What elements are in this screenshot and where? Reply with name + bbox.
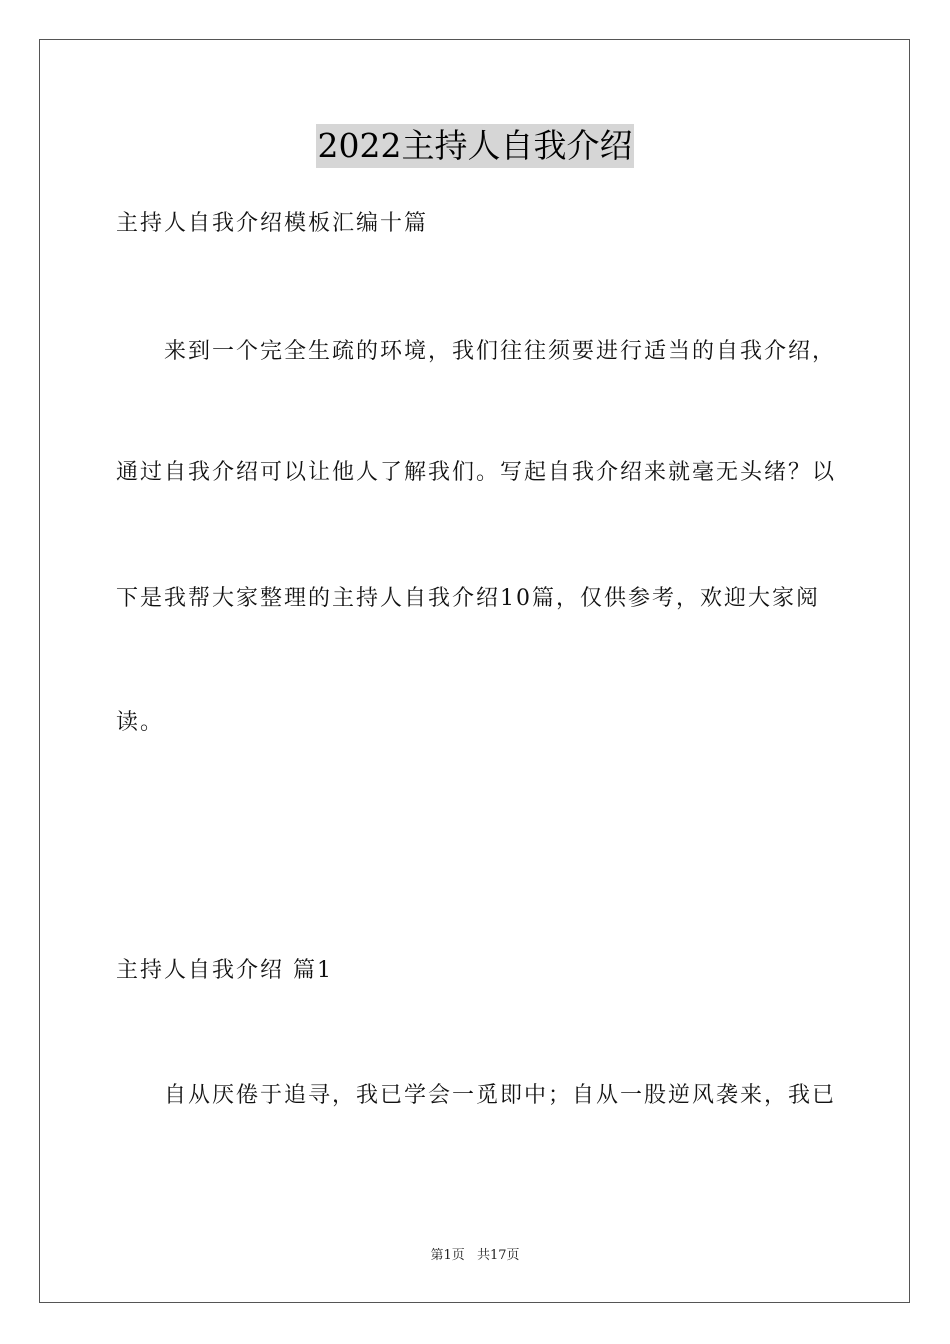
page-total: 共17页 xyxy=(476,1248,520,1263)
page-footer xyxy=(0,1247,950,1265)
paragraph-line: 下是我帮大家整理的主持人自我介绍10篇，仅供参考，欢迎大家阅 xyxy=(116,586,820,611)
paragraph-line: 读。 xyxy=(116,710,165,735)
paragraph-line: 通过自我介绍可以让他人了解我们。写起自我介绍来就毫无头绪？以 xyxy=(116,460,837,485)
paragraph-line: 来到一个完全生疏的环境，我们往往须要进行适当的自我介绍， xyxy=(164,339,837,364)
document-subtitle: 主持人自我介绍模板汇编十篇 xyxy=(116,211,429,236)
title-container xyxy=(0,124,950,168)
document-title: 2022主持人自我介绍 xyxy=(316,124,635,168)
page-number: 第1页 xyxy=(430,1248,465,1263)
section-heading: 主持人自我介绍 篇1 xyxy=(116,958,333,983)
paragraph-line: 自从厌倦于追寻，我已学会一觅即中；自从一股逆风袭来，我已 xyxy=(164,1083,837,1108)
